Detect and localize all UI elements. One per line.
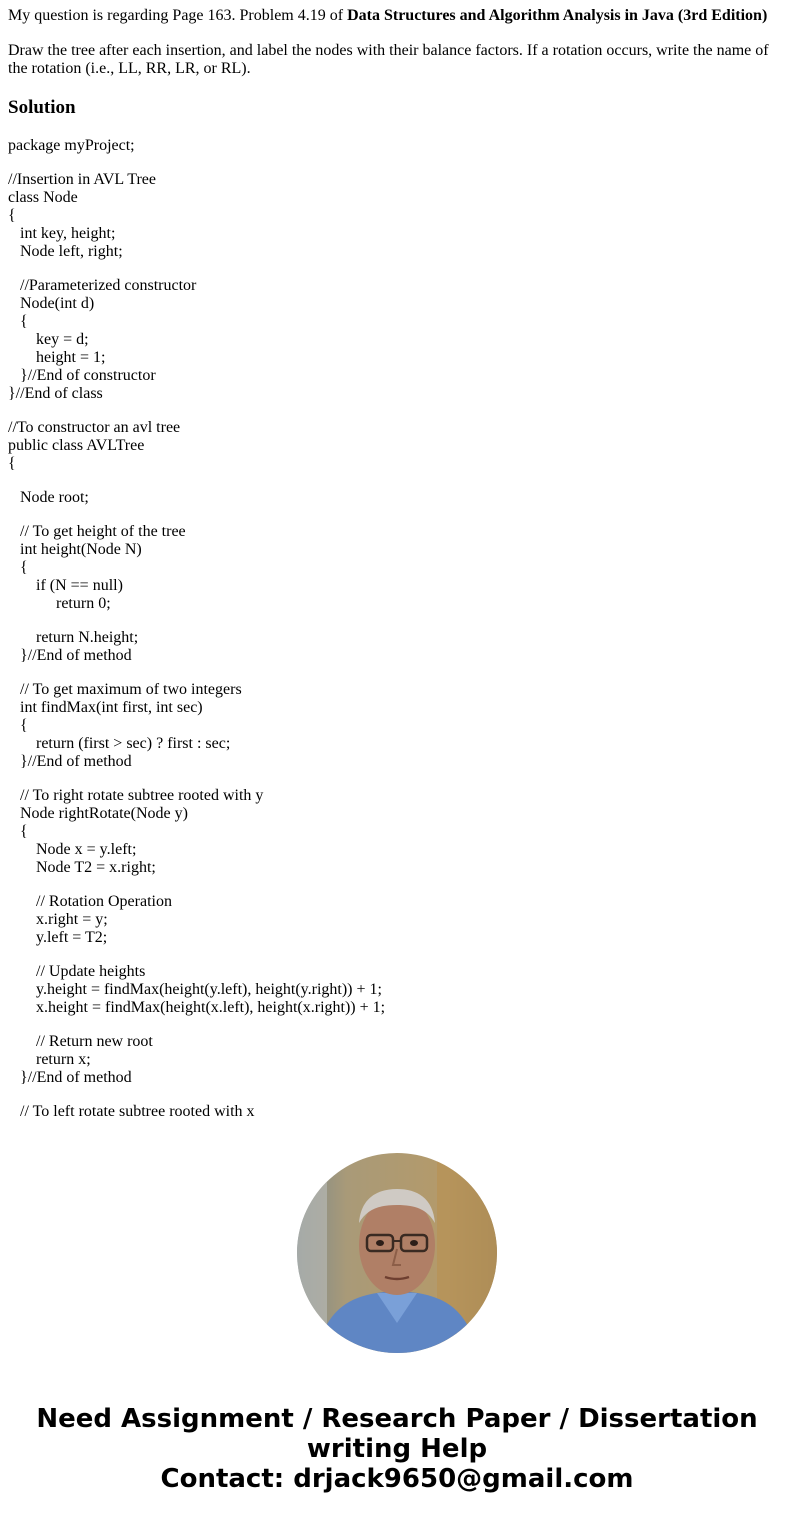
code-blank-line [8,947,385,963]
code-blank-line [8,473,385,489]
code-line: //To constructor an avl tree [8,419,181,436]
footer-line-1: Need Assignment / Research Paper / Dissertation [36,1404,758,1434]
code-line: Node x = y.left; [8,841,137,858]
code-line: Node left, right; [8,243,123,260]
code-line: }//End of class [8,385,103,402]
code-line: int key, height; [8,225,116,242]
question-prefix: My question is regarding Page 163. Problem 4.19 of [8,7,348,24]
code-line: // To right rotate subtree rooted with y [8,787,264,804]
code-line: x.right = y; [8,911,108,928]
code-line: // To get height of the tree [8,523,186,540]
code-blank-line [8,771,385,787]
code-line: y.height = findMax(height(y.left), height(y.right)) + 1; [8,981,382,998]
code-line: //Insertion in AVL Tree [8,171,157,188]
code-line: // Return new root [8,1033,153,1050]
code-line: y.left = T2; [8,929,108,946]
code-blank-line [8,877,385,893]
solution-heading: Solution [8,97,76,118]
footer-banner [0,1404,794,1494]
code-line: int height(Node N) [8,541,142,558]
code-line: Node(int d) [8,295,95,312]
code-line: }//End of constructor [8,367,156,384]
author-photo [297,1153,497,1353]
code-blank-line [8,507,385,523]
code-line: height = 1; [8,349,106,366]
problem-prompt: Draw the tree after each insertion, and label the nodes with their balance factors. If a rotation occurs, write the name of the rotation (i.e., LL, RR, LR, or RL). [8,42,769,77]
code-line: // To left rotate subtree rooted with x [8,1103,255,1120]
code-blank-line [8,403,385,419]
code-line: { [8,717,28,734]
footer-contact: Contact: drjack9650@gmail.com [160,1464,634,1494]
solution-code [8,137,385,1121]
code-line: x.height = findMax(height(x.left), height(x.right)) + 1; [8,999,386,1016]
code-line: { [8,559,28,576]
code-line: public class AVLTree [8,437,145,454]
code-line: { [8,455,16,472]
code-line: // To get maximum of two integers [8,681,242,698]
code-line: class Node [8,189,78,206]
footer-line-2: writing Help [306,1434,488,1464]
code-line: }//End of method [8,753,132,770]
code-line: // Update heights [8,963,146,980]
code-line: Node root; [8,489,89,506]
code-blank-line [8,665,385,681]
code-line: { [8,207,16,224]
code-line: // Rotation Operation [8,893,172,910]
code-line: }//End of method [8,1069,132,1086]
code-line: Node rightRotate(Node y) [8,805,188,822]
code-line: key = d; [8,331,89,348]
code-line: if (N == null) [8,577,123,594]
code-blank-line [8,1087,385,1103]
question-text [8,7,767,25]
code-blank-line [8,1017,385,1033]
code-blank-line [8,155,385,171]
book-title: Data Structures and Algorithm Analysis in Java (3rd Edition) [347,7,768,24]
code-line: Node T2 = x.right; [8,859,156,876]
code-line: return (first > sec) ? first : sec; [8,735,231,752]
code-line: return N.height; [8,629,139,646]
code-line: return x; [8,1051,91,1068]
code-line: //Parameterized constructor [8,277,197,294]
code-blank-line [8,261,385,277]
code-line: return 0; [8,595,111,612]
code-line: package myProject; [8,137,135,154]
code-blank-line [8,613,385,629]
code-line: int findMax(int first, int sec) [8,699,203,716]
code-line: { [8,313,28,330]
code-line: }//End of method [8,647,132,664]
code-line: { [8,823,28,840]
